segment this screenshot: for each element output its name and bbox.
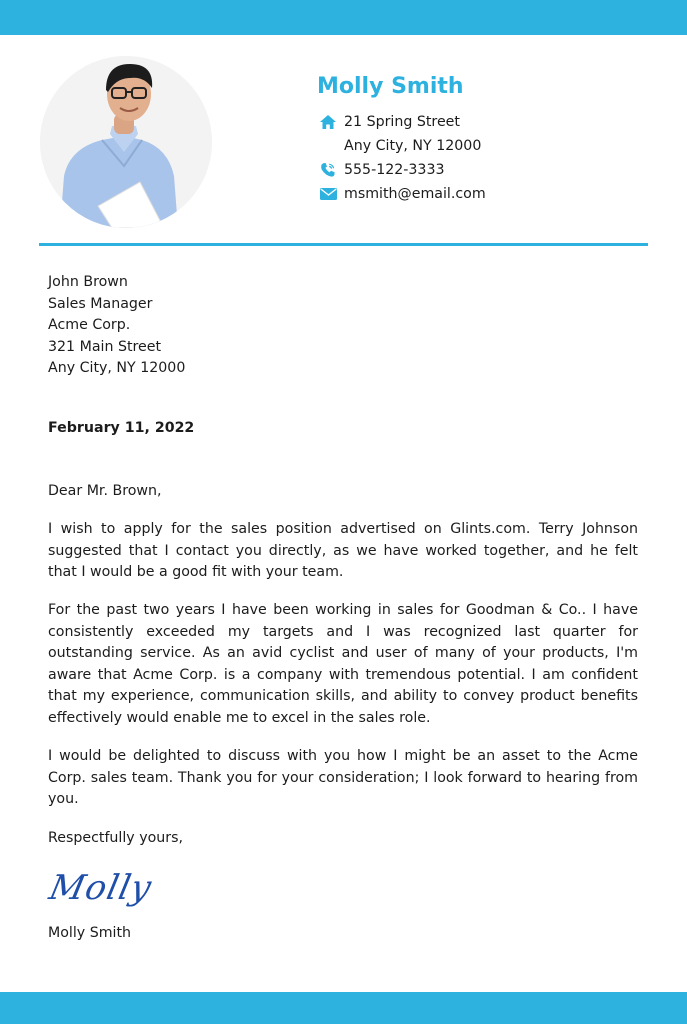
header-divider [39,243,648,246]
mail-icon [320,186,338,202]
recipient-name: John Brown [48,274,128,290]
address-city: Any City, NY 12000 [344,138,482,154]
recipient-street: 321 Main Street [48,339,162,355]
recipient-title: Sales Manager [48,296,153,312]
body-paragraph-2: For the past two years I have been working in sales for Goodman & Co.. I have consistently exceeded my targets and I was recognized last quarter for outstanding service. As an avid cyclist and user of many of your products, I'm aware that Acme Corp. is a company with tremendous potential. I am confident that my experience, communication skills, and ability to convey product benefits effectively would enable me to excel in the sales role. [48,602,638,726]
address-street: 21 Spring Street [344,114,460,130]
salutation: Dear Mr. Brown, [48,483,162,499]
signature: Molly [45,868,156,908]
phone-number: 555-122-3333 [344,162,445,178]
top-accent-band [0,0,687,35]
address-line-1 [320,114,460,130]
body-paragraph-1: I wish to apply for the sales position advertised on Glints.com. Terry Johnson suggested that I contact you directly, as we have worked together, and he felt that I would be a good fit with your team. [48,521,638,581]
signer-name: Molly Smith [48,925,132,941]
recipient-city: Any City, NY 12000 [48,360,186,376]
home-icon [320,114,338,130]
sender-name: Molly Smith [317,74,464,99]
address-line-2 [320,138,481,154]
recipient-company: Acme Corp. [48,317,131,333]
bottom-accent-band [0,992,687,1024]
email-line [320,186,486,202]
email-address: msmith@email.com [344,186,486,202]
body-paragraph-3: I would be delighted to discuss with you how I might be an asset to the Acme Corp. sales team. Thank you for your consideration; I look forward to hearing from you. [48,748,638,808]
profile-photo [40,56,212,228]
letter-date: February 11, 2022 [48,420,195,436]
person-illustration [40,56,212,228]
closing: Respectfully yours, [48,830,184,846]
phone-line [320,162,445,178]
phone-icon [320,162,338,178]
